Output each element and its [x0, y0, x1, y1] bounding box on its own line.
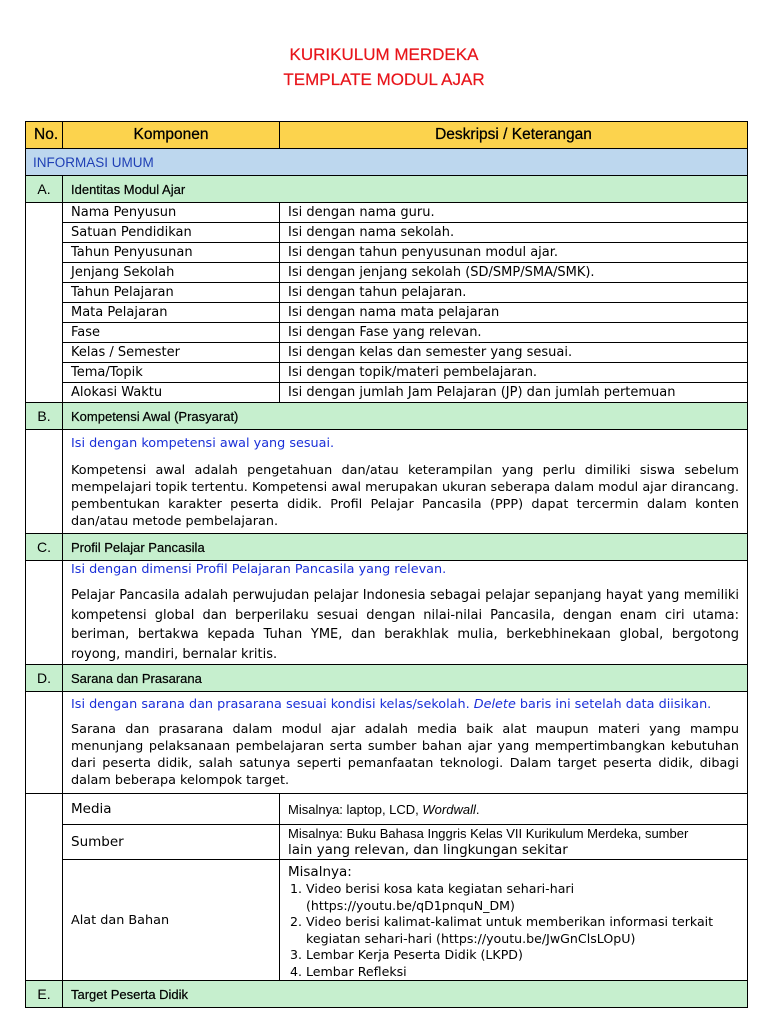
section-a-title: Identitas Modul Ajar — [63, 176, 748, 203]
sumber-value-line: lain yang relevan, dan lingkungan sekitar — [288, 842, 568, 858]
alat-label: Alat dan Bahan — [63, 860, 280, 981]
section-e-title: Target Peserta Didik — [63, 981, 748, 1008]
sumber-value-line: Misalnya: Buku Bahasa Inggris Kelas VII Kurikulum Merdeka, sumber — [288, 826, 689, 841]
media-label: Media — [63, 794, 280, 825]
alat-list — [288, 881, 739, 980]
alat-value — [280, 860, 748, 981]
identity-row — [26, 223, 748, 243]
identity-label: Nama Penyusun — [63, 203, 280, 223]
section-b-row — [26, 403, 748, 430]
section-c-content — [63, 561, 748, 665]
section-e-number: E. — [26, 981, 63, 1008]
info-umum-label: INFORMASI UMUM — [26, 149, 748, 176]
identity-row — [26, 243, 748, 263]
media-value-text: Misalnya: laptop, LCD, — [288, 801, 423, 817]
section-b-content — [63, 430, 748, 534]
sumber-value — [280, 825, 748, 860]
section-a-number: A. — [26, 176, 63, 203]
section-b-instruction: Isi dengan kompetensi awal yang sesuai. — [71, 436, 335, 451]
identity-row — [26, 303, 748, 323]
identity-value: Isi dengan jumlah Jam Pelajaran (JP) dan jumlah pertemuan — [280, 383, 748, 403]
document-title-block — [0, 42, 768, 92]
section-d-instruction — [71, 696, 739, 713]
section-c-instruction: Isi dengan dimensi Profil Pelajaran Pancasila yang relevan. — [71, 562, 447, 577]
header-komponen: Komponen — [63, 122, 280, 149]
identity-label: Fase — [63, 323, 280, 343]
media-value-emphasis: Wordwall — [422, 801, 476, 817]
document-subtitle: TEMPLATE MODUL AJAR — [283, 70, 485, 89]
identity-row — [26, 283, 748, 303]
section-d-content — [63, 692, 748, 794]
section-b-number: B. — [26, 403, 63, 430]
identity-value: Isi dengan Fase yang relevan. — [280, 323, 748, 343]
section-a-spacer — [26, 203, 63, 403]
identity-label: Alokasi Waktu — [63, 383, 280, 403]
instruction-emphasis: Delete — [473, 697, 516, 712]
section-d-content-row — [26, 692, 748, 794]
identity-label: Tema/Topik — [63, 363, 280, 383]
media-row — [26, 794, 748, 825]
info-umum-row — [26, 149, 748, 176]
section-d-row — [26, 665, 748, 692]
section-b-body: Kompetensi awal adalah pengetahuan dan/atau keterampilan yang perlu dimiliki siswa sebelum mempelajari topik tertentu. Kompetensi awal merupakan ukuran seberapa dalam modul ajar dirancang. pembentukan karakter peserta didik. Profil Pelajar Pancasila (PPP) dapat tercermin dalam konten dan/atau metode pembelajaran. — [71, 463, 739, 529]
header-no: No. — [26, 122, 63, 149]
identity-value: Isi dengan jenjang sekolah (SD/SMP/SMA/SMK). — [280, 263, 748, 283]
identity-label: Satuan Pendidikan — [63, 223, 280, 243]
media-value-text: . — [475, 801, 480, 817]
section-d-body: Sarana dan prasarana dalam modul ajar adalah media baik alat maupun materi yang mampu menunjang pelaksanaan pembelajaran serta sumber bahan ajar yang mempertimbangkan kebutuhan dari peserta didik, salah satunya seperti pemanfaatan teknologi. Dalam target peserta didik, dibagi dalam beberapa kelompok target. — [71, 722, 739, 788]
sumber-label: Sumber — [63, 825, 280, 860]
identity-row — [26, 263, 748, 283]
section-b-title: Kompetensi Awal (Prasyarat) — [63, 403, 748, 430]
section-a-row — [26, 176, 748, 203]
section-c-number: C. — [26, 534, 63, 561]
section-e-row — [26, 981, 748, 1008]
section-c-row — [26, 534, 748, 561]
identity-label: Tahun Penyusunan — [63, 243, 280, 263]
section-d-title: Sarana dan Prasarana — [63, 665, 748, 692]
identity-label: Jenjang Sekolah — [63, 263, 280, 283]
modul-ajar-table — [25, 121, 748, 1008]
list-item: 2. Video berisi kalimat-kalimat untuk memberikan informasi terkait kegiatan sehari-hari (https://youtu.be/JwGnClsLOpU) — [306, 914, 739, 947]
section-b-content-row — [26, 430, 748, 534]
identity-row — [26, 363, 748, 383]
section-d-sub-spacer — [26, 794, 63, 981]
identity-value: Isi dengan tahun pelajaran. — [280, 283, 748, 303]
identity-row — [26, 343, 748, 363]
instruction-text: Isi dengan sarana dan prasarana sesuai kondisi kelas/sekolah. — [71, 697, 474, 712]
section-c-spacer — [26, 561, 63, 665]
identity-value: Isi dengan nama mata pelajaran — [280, 303, 748, 323]
identity-row — [26, 203, 748, 223]
identity-row — [26, 323, 748, 343]
identity-label: Kelas / Semester — [63, 343, 280, 363]
identity-value: Isi dengan nama sekolah. — [280, 223, 748, 243]
identity-value: Isi dengan nama guru. — [280, 203, 748, 223]
alat-intro: Misalnya: — [288, 864, 352, 880]
section-c-content-row — [26, 561, 748, 665]
identity-label: Mata Pelajaran — [63, 303, 280, 323]
document-title: KURIKULUM MERDEKA — [289, 45, 479, 64]
identity-value: Isi dengan kelas dan semester yang sesuai. — [280, 343, 748, 363]
list-item: 1. Video berisi kosa kata kegiatan sehari-hari (https://youtu.be/qD1pnquN_DM) — [306, 881, 739, 914]
section-c-title: Profil Pelajar Pancasila — [63, 534, 748, 561]
section-d-number: D. — [26, 665, 63, 692]
identity-value: Isi dengan topik/materi pembelajaran. — [280, 363, 748, 383]
alat-row — [26, 860, 748, 981]
sumber-row — [26, 825, 748, 860]
identity-row — [26, 383, 748, 403]
section-c-body: Pelajar Pancasila adalah perwujudan pelajar Indonesia sebagai pelajar sepanjang hayat yang memiliki kompetensi global dan berperilaku sesuai dengan nilai-nilai Pancasila, dengan enam ciri utama: beriman, bertakwa kepada Tuhan YME, dan berakhlak mulia, berkebhinekaan global, bergotong royong, mandiri, bernalar kritis. — [71, 588, 739, 662]
section-b-spacer — [26, 430, 63, 534]
media-value — [280, 794, 748, 825]
list-item: 3. Lembar Kerja Peserta Didik (LKPD) — [306, 947, 739, 964]
list-item: 4. Lembar Refleksi — [306, 964, 739, 981]
identity-value: Isi dengan tahun penyusunan modul ajar. — [280, 243, 748, 263]
instruction-text: baris ini setelah data diisikan. — [515, 697, 712, 712]
table-header-row — [26, 122, 748, 149]
header-deskripsi: Deskripsi / Keterangan — [280, 122, 748, 149]
identity-label: Tahun Pelajaran — [63, 283, 280, 303]
section-d-spacer — [26, 692, 63, 794]
